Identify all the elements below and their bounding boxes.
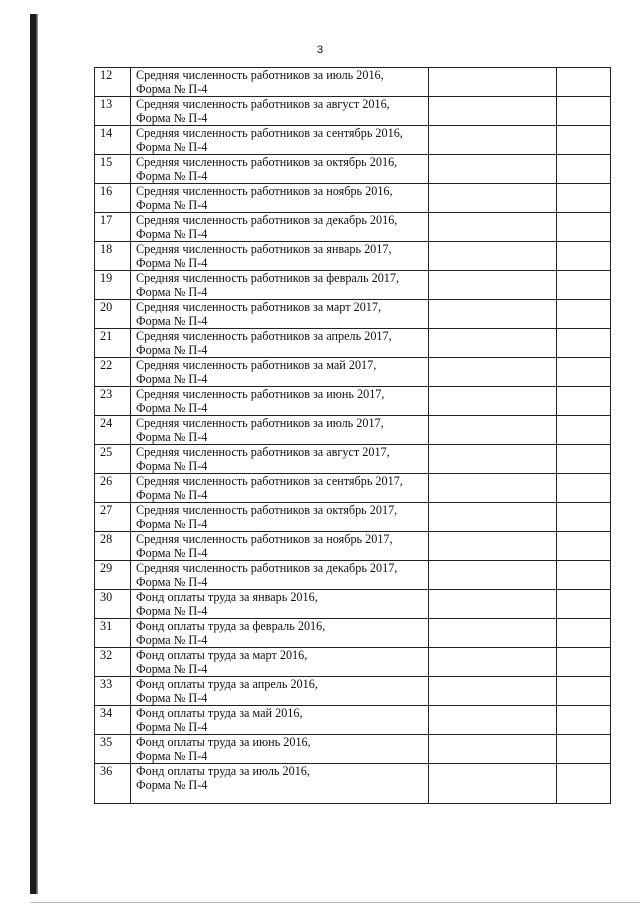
description-line-2: Форма № П-4 — [136, 749, 208, 763]
table-row — [95, 300, 611, 329]
page-number: 3 — [316, 44, 324, 56]
row-number: 23 — [95, 387, 131, 416]
row-value-cell-b — [557, 648, 611, 677]
row-number: 35 — [95, 735, 131, 764]
row-number: 15 — [95, 155, 131, 184]
row-value-cell-a — [429, 271, 557, 300]
description-line-1: Средняя численность работников за июнь 2017, — [136, 387, 385, 401]
row-number: 25 — [95, 445, 131, 474]
description-line-1: Средняя численность работников за декабрь 2016, — [136, 213, 398, 227]
row-number: 12 — [95, 68, 131, 97]
table-row — [95, 271, 611, 300]
row-value-cell-a — [429, 387, 557, 416]
table-row — [95, 474, 611, 503]
row-description — [131, 387, 429, 416]
description-line-2: Форма № П-4 — [136, 256, 208, 270]
table-row — [95, 68, 611, 97]
description-line-2: Форма № П-4 — [136, 517, 208, 531]
description-line-1: Средняя численность работников за октябрь 2017, — [136, 503, 398, 517]
row-value-cell-a — [429, 242, 557, 271]
row-value-cell-b — [557, 126, 611, 155]
description-line-1: Средняя численность работников за сентябрь 2016, — [136, 126, 403, 140]
table-row — [95, 329, 611, 358]
row-value-cell-b — [557, 764, 611, 804]
scan-binding-edge-highlight — [37, 14, 38, 894]
row-value-cell-b — [557, 503, 611, 532]
description-line-1: Фонд оплаты труда за июнь 2016, — [136, 735, 311, 749]
description-line-1: Фонд оплаты труда за май 2016, — [136, 706, 303, 720]
row-value-cell-a — [429, 474, 557, 503]
row-value-cell-b — [557, 213, 611, 242]
row-value-cell-b — [557, 184, 611, 213]
row-value-cell-a — [429, 155, 557, 184]
description-line-2: Форма № П-4 — [136, 662, 208, 676]
row-value-cell-b — [557, 474, 611, 503]
row-value-cell-a — [429, 677, 557, 706]
row-description — [131, 619, 429, 648]
row-description — [131, 706, 429, 735]
description-line-2: Форма № П-4 — [136, 343, 208, 357]
row-number: 31 — [95, 619, 131, 648]
description-line-2: Форма № П-4 — [136, 720, 208, 734]
row-value-cell-a — [429, 445, 557, 474]
description-line-1: Средняя численность работников за май 2017, — [136, 358, 377, 372]
row-number: 29 — [95, 561, 131, 590]
table-row — [95, 242, 611, 271]
row-value-cell-b — [557, 271, 611, 300]
row-value-cell-b — [557, 561, 611, 590]
scan-bottom-edge — [30, 902, 640, 903]
row-value-cell-b — [557, 387, 611, 416]
description-line-1: Средняя численность работников за январь 2017, — [136, 242, 392, 256]
description-line-2: Форма № П-4 — [136, 372, 208, 386]
description-line-2: Форма № П-4 — [136, 82, 208, 96]
row-number: 36 — [95, 764, 131, 804]
row-description — [131, 68, 429, 97]
row-value-cell-b — [557, 735, 611, 764]
row-value-cell-a — [429, 300, 557, 329]
row-value-cell-a — [429, 126, 557, 155]
description-line-2: Форма № П-4 — [136, 140, 208, 154]
description-line-2: Форма № П-4 — [136, 111, 208, 125]
document-table — [94, 67, 611, 804]
table-row — [95, 503, 611, 532]
row-value-cell-a — [429, 184, 557, 213]
row-number: 24 — [95, 416, 131, 445]
description-line-2: Форма № П-4 — [136, 285, 208, 299]
row-description — [131, 764, 429, 804]
row-value-cell-a — [429, 503, 557, 532]
row-value-cell-a — [429, 68, 557, 97]
description-line-2: Форма № П-4 — [136, 691, 208, 705]
row-number: 33 — [95, 677, 131, 706]
row-value-cell-a — [429, 706, 557, 735]
row-description — [131, 677, 429, 706]
table-row — [95, 764, 611, 804]
row-value-cell-b — [557, 590, 611, 619]
description-line-1: Фонд оплаты труда за март 2016, — [136, 648, 308, 662]
table-row — [95, 590, 611, 619]
row-value-cell-b — [557, 155, 611, 184]
row-number: 17 — [95, 213, 131, 242]
row-value-cell-b — [557, 300, 611, 329]
description-line-1: Средняя численность работников за август 2016, — [136, 97, 390, 111]
row-value-cell-a — [429, 735, 557, 764]
table-row — [95, 155, 611, 184]
row-value-cell-a — [429, 532, 557, 561]
row-description — [131, 735, 429, 764]
table-row — [95, 735, 611, 764]
row-description — [131, 213, 429, 242]
row-description — [131, 271, 429, 300]
row-description — [131, 561, 429, 590]
description-line-2: Форма № П-4 — [136, 604, 208, 618]
description-line-2: Форма № П-4 — [136, 546, 208, 560]
description-line-2: Форма № П-4 — [136, 575, 208, 589]
row-description — [131, 590, 429, 619]
row-value-cell-b — [557, 532, 611, 561]
row-value-cell-a — [429, 561, 557, 590]
row-number: 19 — [95, 271, 131, 300]
row-number: 14 — [95, 126, 131, 155]
description-line-2: Форма № П-4 — [136, 227, 208, 241]
table-row — [95, 97, 611, 126]
description-line-2: Форма № П-4 — [136, 430, 208, 444]
row-value-cell-b — [557, 416, 611, 445]
description-line-2: Форма № П-4 — [136, 314, 208, 328]
row-value-cell-a — [429, 213, 557, 242]
table-row — [95, 416, 611, 445]
table-row — [95, 184, 611, 213]
description-line-1: Средняя численность работников за ноябрь 2016, — [136, 184, 393, 198]
description-line-1: Средняя численность работников за октябрь 2016, — [136, 155, 398, 169]
table-row — [95, 706, 611, 735]
scan-binding-edge — [30, 14, 37, 894]
row-value-cell-a — [429, 329, 557, 358]
description-line-2: Форма № П-4 — [136, 401, 208, 415]
table-row — [95, 445, 611, 474]
row-number: 32 — [95, 648, 131, 677]
table-row — [95, 213, 611, 242]
row-description — [131, 300, 429, 329]
description-line-1: Фонд оплаты труда за февраль 2016, — [136, 619, 326, 633]
description-line-1: Средняя численность работников за декабрь 2017, — [136, 561, 398, 575]
description-line-2: Форма № П-4 — [136, 778, 208, 792]
row-number: 22 — [95, 358, 131, 387]
row-description — [131, 97, 429, 126]
row-number: 21 — [95, 329, 131, 358]
row-value-cell-a — [429, 764, 557, 804]
row-number: 28 — [95, 532, 131, 561]
row-value-cell-b — [557, 242, 611, 271]
row-value-cell-b — [557, 619, 611, 648]
table-row — [95, 561, 611, 590]
row-value-cell-b — [557, 445, 611, 474]
description-line-1: Средняя численность работников за июль 2017, — [136, 416, 384, 430]
row-description — [131, 184, 429, 213]
row-value-cell-a — [429, 416, 557, 445]
table-row — [95, 648, 611, 677]
row-value-cell-b — [557, 358, 611, 387]
row-description — [131, 648, 429, 677]
table-row — [95, 387, 611, 416]
row-number: 13 — [95, 97, 131, 126]
row-description — [131, 126, 429, 155]
row-value-cell-a — [429, 358, 557, 387]
row-number: 34 — [95, 706, 131, 735]
description-line-1: Фонд оплаты труда за июль 2016, — [136, 764, 310, 778]
row-number: 20 — [95, 300, 131, 329]
description-line-1: Фонд оплаты труда за январь 2016, — [136, 590, 318, 604]
table-row — [95, 677, 611, 706]
row-value-cell-b — [557, 329, 611, 358]
row-value-cell-a — [429, 648, 557, 677]
row-value-cell-a — [429, 590, 557, 619]
row-value-cell-b — [557, 706, 611, 735]
description-line-2: Форма № П-4 — [136, 169, 208, 183]
row-value-cell-b — [557, 68, 611, 97]
row-number: 26 — [95, 474, 131, 503]
row-value-cell-a — [429, 97, 557, 126]
row-number: 30 — [95, 590, 131, 619]
row-description — [131, 155, 429, 184]
row-value-cell-a — [429, 619, 557, 648]
table-body — [95, 68, 611, 804]
table-row — [95, 619, 611, 648]
row-description — [131, 329, 429, 358]
table-row — [95, 532, 611, 561]
row-description — [131, 242, 429, 271]
description-line-1: Средняя численность работников за февраль 2017, — [136, 271, 400, 285]
row-value-cell-b — [557, 97, 611, 126]
description-line-2: Форма № П-4 — [136, 459, 208, 473]
description-line-1: Средняя численность работников за март 2017, — [136, 300, 382, 314]
description-line-1: Средняя численность работников за апрель 2017, — [136, 329, 392, 343]
row-number: 27 — [95, 503, 131, 532]
description-line-2: Форма № П-4 — [136, 633, 208, 647]
table-row — [95, 126, 611, 155]
description-line-2: Форма № П-4 — [136, 198, 208, 212]
row-description — [131, 532, 429, 561]
row-description — [131, 474, 429, 503]
row-number: 18 — [95, 242, 131, 271]
description-line-1: Средняя численность работников за сентябрь 2017, — [136, 474, 403, 488]
row-description — [131, 358, 429, 387]
description-line-1: Средняя численность работников за июль 2016, — [136, 68, 384, 82]
row-value-cell-b — [557, 677, 611, 706]
description-line-1: Фонд оплаты труда за апрель 2016, — [136, 677, 318, 691]
row-description — [131, 416, 429, 445]
table-row — [95, 358, 611, 387]
description-line-1: Средняя численность работников за август 2017, — [136, 445, 390, 459]
row-description — [131, 503, 429, 532]
row-number: 16 — [95, 184, 131, 213]
description-line-2: Форма № П-4 — [136, 488, 208, 502]
description-line-1: Средняя численность работников за ноябрь 2017, — [136, 532, 393, 546]
row-description — [131, 445, 429, 474]
